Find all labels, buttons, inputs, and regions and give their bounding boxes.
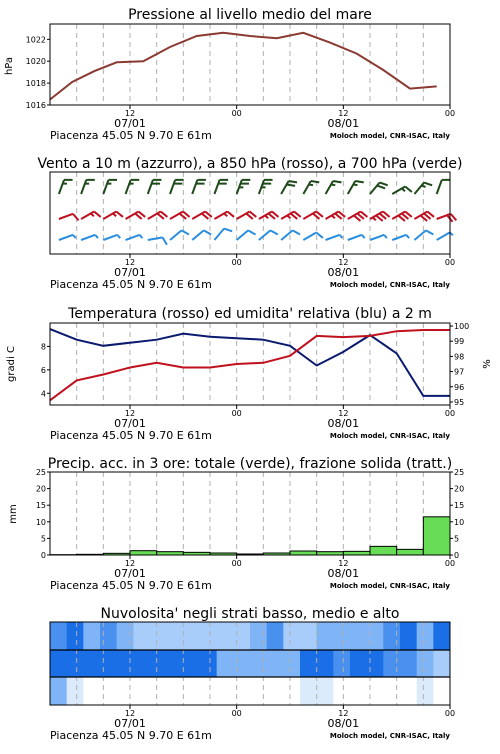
cloud-cell [267, 650, 284, 677]
cloud-cell [300, 622, 317, 650]
wind-barb [326, 235, 343, 240]
wind-barb [214, 180, 228, 194]
wind-barb [259, 212, 279, 220]
date-label: 08/01 [327, 567, 359, 580]
model-credit: Moloch model, CNR-ISAC, Italy [330, 432, 451, 440]
precip-bar [423, 517, 450, 555]
y2-tick-label: 5 [454, 534, 459, 543]
precip-ylabel: mm [8, 504, 19, 523]
pressure-line [50, 33, 437, 100]
x-tick-label: 00 [445, 258, 455, 267]
temp-title: Temperatura (rosso) ed umidita' relativa (blu) a 2 m [67, 306, 432, 322]
wind-barb [81, 180, 95, 194]
cloud-cell [67, 650, 84, 677]
wind-barb [59, 180, 73, 194]
wind-barb [59, 214, 79, 220]
x-tick-label: 00 [232, 258, 242, 267]
location-label: Piacenza 45.05 N 9.70 E 61m [50, 129, 212, 142]
wind-barb [437, 214, 457, 222]
model-credit: Moloch model, CNR-ISAC, Italy [330, 582, 451, 590]
wind-barb [237, 180, 251, 194]
x-tick-label: 00 [445, 109, 455, 118]
cloud-cell [233, 650, 250, 677]
cloud-cell [117, 677, 134, 705]
cloud-cell [100, 677, 117, 705]
wind-barb [303, 212, 323, 220]
temperature-line [50, 330, 450, 400]
wind-barb [281, 181, 297, 194]
y2-tick-label: 25 [454, 468, 464, 477]
cloud-cell [350, 622, 367, 650]
wind-barb [192, 180, 206, 194]
location-label: Piacenza 45.05 N 9.70 E 61m [50, 278, 212, 291]
y2-tick-label: 96 [454, 383, 464, 392]
model-credit: Moloch model, CNR-ISAC, Italy [330, 132, 451, 140]
wind-barb [370, 212, 390, 221]
cloud-cell [250, 650, 267, 677]
y2-tick-label: 99 [454, 337, 464, 346]
wind-barb [348, 181, 364, 194]
y2-tick-label: 15 [454, 501, 464, 510]
wind-barb [148, 212, 168, 220]
wind-barb [437, 233, 453, 241]
cloud-cell [367, 677, 384, 705]
wind-barb [392, 212, 412, 221]
wind-barb [326, 181, 342, 194]
wind-barb [103, 212, 123, 220]
x-tick-label: 12 [125, 109, 135, 118]
x-tick-label: 12 [338, 409, 348, 418]
cloud-cell [333, 677, 350, 705]
x-tick-label: 00 [445, 709, 455, 718]
wind-title: Vento a 10 m (azzurro), a 850 hPa (rosso), a 700 hPa (verde) [37, 156, 462, 172]
cloud-cell [383, 622, 400, 650]
cloud-cell [200, 622, 217, 650]
y2-tick-label: 95 [454, 398, 464, 407]
cloud-cell [250, 677, 267, 705]
temp-ylabel: gradi C [6, 346, 17, 382]
cloud-cell [83, 677, 100, 705]
wind-barb [370, 235, 387, 240]
wind-barb [192, 212, 212, 220]
cloud-cell [267, 622, 284, 650]
cloud-cell [400, 650, 417, 677]
wind-barb [259, 180, 273, 194]
x-tick-label: 12 [125, 709, 135, 718]
date-label: 07/01 [114, 417, 146, 430]
precip-bar [370, 546, 397, 555]
x-tick-label: 12 [338, 559, 348, 568]
cloud-cell [183, 650, 200, 677]
wind-barb [81, 235, 98, 240]
wind-barb [259, 230, 278, 240]
cloud-cell [283, 622, 300, 650]
wind-barb [126, 235, 143, 240]
wind-barb [170, 230, 189, 240]
cloud-cell [217, 650, 234, 677]
cloud-cell [350, 677, 367, 705]
cloud-cell [400, 677, 417, 705]
x-tick-label: 12 [338, 109, 348, 118]
precip-bar [290, 551, 317, 555]
y-tick-label: 4 [41, 389, 46, 398]
date-label: 08/01 [327, 117, 359, 130]
cloud-cell [217, 622, 234, 650]
x-tick-label: 12 [125, 409, 135, 418]
cloud-cell [383, 650, 400, 677]
cloud-cell [100, 650, 117, 677]
wind-barb [214, 212, 234, 220]
cloud-cell [333, 650, 350, 677]
cloud-cell [167, 622, 184, 650]
wind-barb [437, 180, 451, 194]
precip-panel [8, 456, 464, 560]
cloud-cell [250, 622, 267, 650]
wind-barb [214, 229, 232, 240]
y-tick-label: 1018 [26, 79, 46, 88]
x-tick-label: 00 [232, 109, 242, 118]
cloud-cell [317, 677, 334, 705]
cloud-panel [50, 606, 451, 709]
cloud-cell [267, 677, 284, 705]
cloud-cell [133, 650, 150, 677]
cloud-cell [133, 677, 150, 705]
cloud-cell [417, 622, 434, 650]
date-label: 08/01 [327, 717, 359, 730]
model-credit: Moloch model, CNR-ISAC, Italy [330, 732, 451, 740]
date-label: 07/01 [114, 266, 146, 279]
wind-barb [281, 212, 301, 220]
precip-frame [50, 472, 450, 555]
y2-tick-label: 20 [454, 485, 464, 494]
model-credit: Moloch model, CNR-ISAC, Italy [330, 281, 451, 289]
cloud-cell [317, 622, 334, 650]
wind-barb [392, 187, 412, 195]
pressure-panel [4, 7, 450, 110]
cloud-cell [383, 677, 400, 705]
x-tick-label: 12 [338, 709, 348, 718]
cloud-cell [400, 622, 417, 650]
precip-bar [343, 551, 370, 555]
cloud-cell [167, 650, 184, 677]
cloud-cell [433, 677, 450, 705]
location-label: Piacenza 45.05 N 9.70 E 61m [50, 429, 212, 442]
cloud-cell [217, 677, 234, 705]
temp-panel [6, 306, 493, 409]
x-tick-label: 12 [125, 559, 135, 568]
wind-barb [81, 212, 101, 220]
cloud-cell [433, 650, 450, 677]
cloud-cell [133, 622, 150, 650]
cloud-cell [300, 650, 317, 677]
wind-barb [170, 212, 190, 220]
cloud-cell [67, 622, 84, 650]
cloud-cell [200, 677, 217, 705]
date-label: 07/01 [114, 717, 146, 730]
wind-barb [103, 235, 120, 240]
y2-tick-label: 98 [454, 352, 464, 361]
cloud-cell [417, 650, 434, 677]
y-tick-label: 10 [36, 518, 46, 527]
y-tick-label: 20 [36, 485, 46, 494]
cloud-cell [300, 677, 317, 705]
x-tick-label: 12 [338, 258, 348, 267]
date-label: 08/01 [327, 417, 359, 430]
wind-barb [126, 212, 146, 220]
x-tick-label: 12 [125, 258, 135, 267]
date-label: 07/01 [114, 567, 146, 580]
y2-tick-label: 100 [454, 322, 469, 331]
cloud-cell [150, 677, 167, 705]
wind-barb [414, 230, 433, 240]
cloud-cell [100, 622, 117, 650]
wind-barb [370, 183, 388, 194]
cloud-cell [233, 622, 250, 650]
precip-title: Precip. acc. in 3 ore: totale (verde), frazione solida (tratt.) [48, 456, 452, 472]
y-tick-label: 1022 [26, 35, 46, 44]
cloud-cell [183, 622, 200, 650]
cloud-cell [67, 677, 84, 705]
cloud-cell [83, 650, 100, 677]
x-tick-label: 00 [445, 559, 455, 568]
wind-barb [392, 235, 409, 240]
wind-barb [192, 230, 211, 240]
cloud-cell [367, 622, 384, 650]
cloud-cell [200, 650, 217, 677]
cloud-cell [183, 677, 200, 705]
cloud-cell [150, 650, 167, 677]
cloud-cell [317, 650, 334, 677]
cloud-cell [333, 622, 350, 650]
cloud-cell [283, 677, 300, 705]
cloud-cell [433, 622, 450, 650]
cloud-cell [367, 650, 384, 677]
y-tick-label: 6 [41, 366, 46, 375]
cloud-title: Nuvolosita' negli strati basso, medio e alto [101, 606, 400, 622]
wind-barb [237, 212, 257, 220]
wind-barb [326, 212, 346, 220]
cloud-cell [50, 622, 67, 650]
wind-barb [414, 212, 434, 221]
cloud-cell [283, 650, 300, 677]
wind-barb [348, 235, 365, 240]
wind-barb [348, 212, 368, 221]
cloud-cell [350, 650, 367, 677]
wind-barb [126, 180, 140, 194]
cloud-cell [50, 650, 67, 677]
cloud-cell [83, 622, 100, 650]
x-tick-label: 00 [232, 709, 242, 718]
pressure-title: Pressione al livello medio del mare [128, 7, 372, 23]
y-tick-label: 8 [41, 342, 46, 351]
wind-barb [303, 233, 323, 241]
x-tick-label: 00 [232, 559, 242, 568]
y-tick-label: 25 [36, 468, 46, 477]
humidity-ylabel: % [482, 359, 493, 369]
cloud-cell [117, 622, 134, 650]
cloud-cell [50, 677, 67, 705]
y2-tick-label: 97 [454, 368, 464, 377]
cloud-cell [167, 677, 184, 705]
cloud-cell [117, 650, 134, 677]
cloud-cell [150, 622, 167, 650]
wind-barb [59, 235, 76, 240]
wind-barb [103, 180, 117, 194]
x-tick-label: 00 [445, 409, 455, 418]
y-tick-label: 15 [36, 501, 46, 510]
pressure-ylabel: hPa [4, 57, 15, 75]
wind-barb [148, 237, 167, 244]
y-tick-label: 1016 [26, 101, 46, 110]
y2-tick-label: 0 [454, 551, 459, 560]
precip-bar [397, 549, 424, 555]
cloud-cell [417, 677, 434, 705]
wind-barb [148, 180, 162, 194]
location-label: Piacenza 45.05 N 9.70 E 61m [50, 579, 212, 592]
wind-barb [281, 230, 300, 240]
wind-panel [37, 156, 462, 258]
y-tick-label: 1020 [26, 57, 46, 66]
date-label: 08/01 [327, 266, 359, 279]
date-label: 07/01 [114, 117, 146, 130]
location-label: Piacenza 45.05 N 9.70 E 61m [50, 729, 212, 742]
x-tick-label: 00 [232, 409, 242, 418]
precip-bar [130, 551, 157, 555]
wind-barb [237, 230, 256, 240]
y-tick-label: 5 [41, 534, 46, 543]
y-tick-label: 0 [41, 551, 46, 560]
wind-barb [170, 180, 184, 194]
cloud-cell [233, 677, 250, 705]
y2-tick-label: 10 [454, 518, 464, 527]
